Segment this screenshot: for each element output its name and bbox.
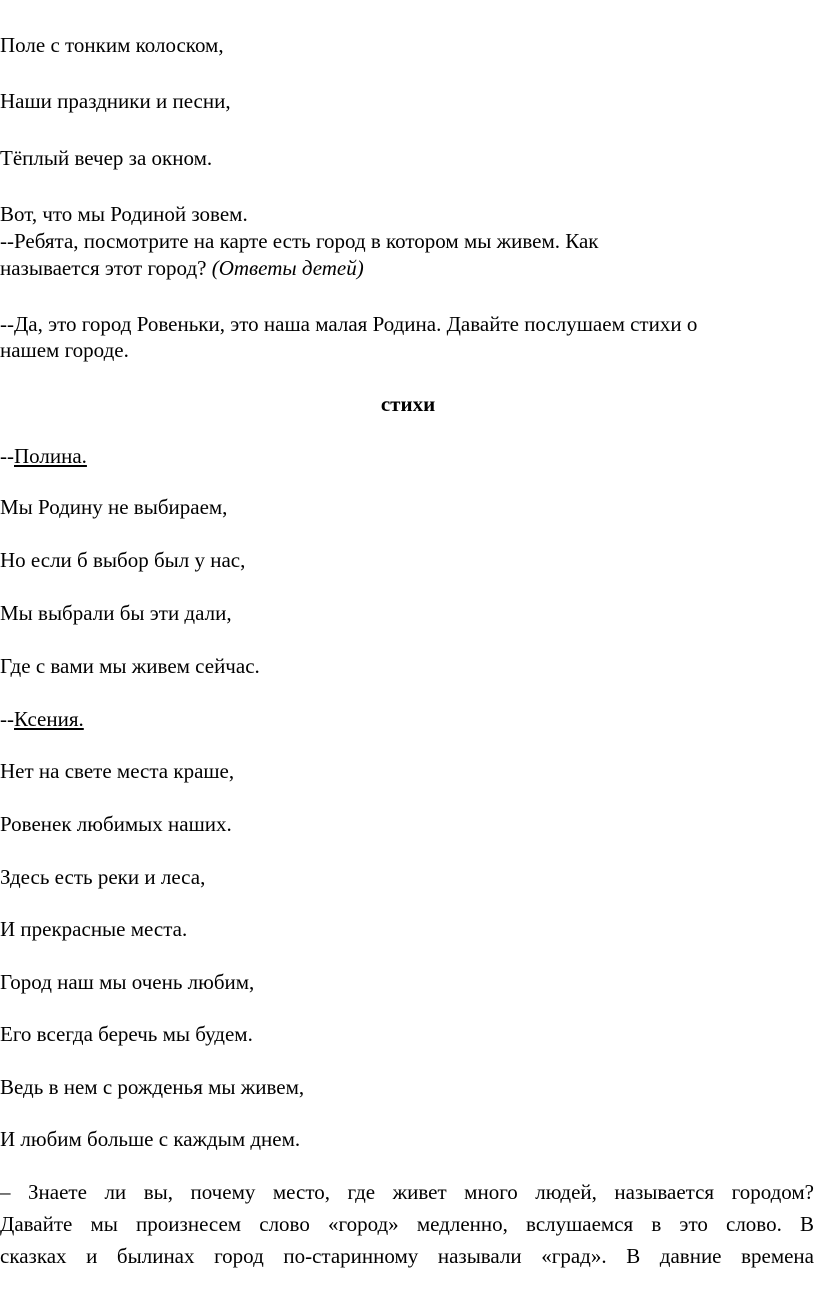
question-text: называется этот город? — [0, 256, 212, 280]
poem-line: Наши праздники и песни, — [0, 89, 231, 113]
poem-line: Вот, что мы Родиной зовем. — [0, 202, 248, 226]
poem-line: Ведь в нем с рожденья мы живем, — [0, 1075, 305, 1099]
speaker-name: Полина. — [14, 444, 87, 468]
paragraph-line: сказках и былинах город по-старинному называли «град». В давние времена — [0, 1244, 814, 1268]
poem-line: Мы выбрали бы эти дали, — [0, 601, 232, 625]
paragraph-line: --Да, это город Ровеньки, это наша малая Родина. Давайте послушаем стихи о — [0, 312, 698, 336]
poem-line: И прекрасные места. — [0, 917, 188, 941]
poem-line: Нет на свете места краше, — [0, 759, 235, 783]
poem-line: Тёплый вечер за окном. — [0, 146, 213, 170]
speaker-line: --Полина. — [0, 444, 87, 468]
children-answers-note: (Ответы детей) — [211, 256, 364, 280]
poem-line: Но если б выбор был у нас, — [0, 548, 246, 572]
poem-line: Поле с тонким колоском, — [0, 33, 224, 57]
paragraph-line: Давайте мы произнесем слово «город» медленно, вслушаемся в это слово. В — [0, 1212, 814, 1236]
paragraph-line — [0, 255, 364, 281]
paragraph-line: – Знаете ли вы, почему место, где живет много людей, называется городом? — [0, 1180, 814, 1204]
poem-line: И любим больше с каждым днем. — [0, 1127, 301, 1151]
paragraph-line: нашем городе. — [0, 338, 129, 362]
poem-line: Мы Родину не выбираем, — [0, 495, 228, 519]
section-heading: стихи — [380, 392, 436, 416]
poem-line: Где с вами мы живем сейчас. — [0, 654, 260, 678]
speaker-line: --Ксения. — [0, 707, 84, 731]
paragraph-line: --Ребята, посмотрите на карте есть город в котором мы живем. Как — [0, 229, 599, 253]
poem-line: Его всегда беречь мы будем. — [0, 1022, 253, 1046]
speaker-name: Ксения. — [14, 707, 84, 731]
poem-line: Здесь есть реки и леса, — [0, 865, 206, 889]
poem-line: Город наш мы очень любим, — [0, 970, 255, 994]
poem-line: Ровенек любимых наших. — [0, 812, 232, 836]
